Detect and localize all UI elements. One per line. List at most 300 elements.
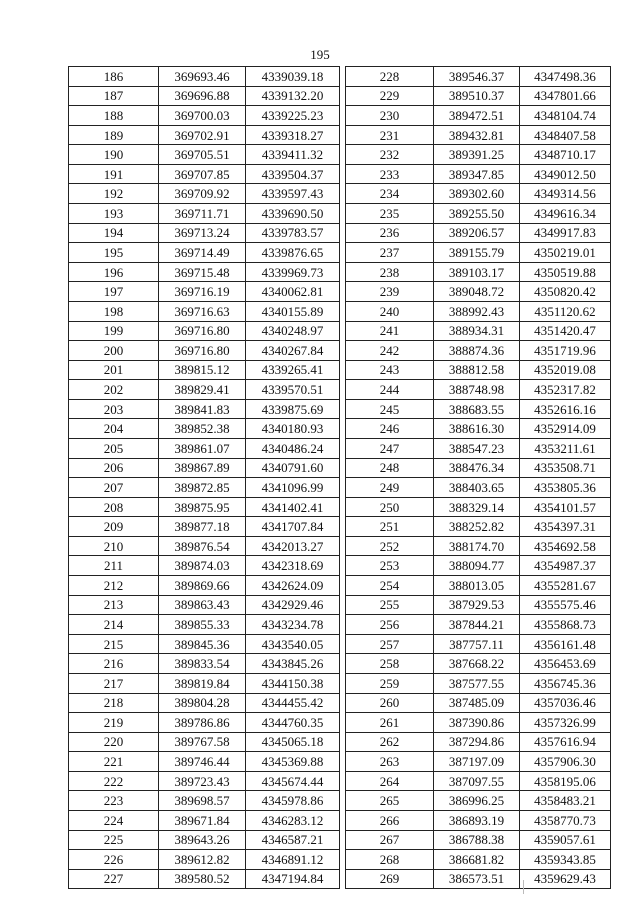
table-row bbox=[69, 184, 340, 204]
point-number-cell: 208 bbox=[69, 497, 159, 517]
table-row bbox=[69, 869, 340, 889]
x-coordinate-cell: 387929.53 bbox=[434, 595, 520, 615]
table-row bbox=[346, 634, 611, 654]
y-coordinate-cell: 4340180.93 bbox=[246, 419, 340, 439]
y-coordinate-cell: 4339690.50 bbox=[246, 204, 340, 224]
table-row bbox=[69, 752, 340, 772]
table-row bbox=[69, 693, 340, 713]
y-coordinate-cell: 4341707.84 bbox=[246, 517, 340, 537]
y-coordinate-cell: 4359629.43 bbox=[520, 869, 611, 889]
table-row bbox=[346, 654, 611, 674]
point-number-cell: 261 bbox=[346, 713, 434, 733]
point-number-cell: 222 bbox=[69, 771, 159, 791]
table-row bbox=[69, 106, 340, 126]
table-row bbox=[346, 810, 611, 830]
x-coordinate-cell: 369700.03 bbox=[159, 106, 246, 126]
x-coordinate-cell: 387757.11 bbox=[434, 634, 520, 654]
point-number-cell: 258 bbox=[346, 654, 434, 674]
y-coordinate-cell: 4350519.88 bbox=[520, 262, 611, 282]
point-number-cell: 235 bbox=[346, 204, 434, 224]
table-row bbox=[69, 360, 340, 380]
table-row bbox=[346, 673, 611, 693]
table-row bbox=[346, 399, 611, 419]
point-number-cell: 239 bbox=[346, 282, 434, 302]
point-number-cell: 234 bbox=[346, 184, 434, 204]
y-coordinate-cell: 4358195.06 bbox=[520, 771, 611, 791]
point-number-cell: 220 bbox=[69, 732, 159, 752]
table-row bbox=[346, 576, 611, 596]
table-row bbox=[69, 243, 340, 263]
point-number-cell: 223 bbox=[69, 791, 159, 811]
point-number-cell: 233 bbox=[346, 164, 434, 184]
x-coordinate-cell: 369709.92 bbox=[159, 184, 246, 204]
point-number-cell: 248 bbox=[346, 458, 434, 478]
point-number-cell: 254 bbox=[346, 576, 434, 596]
coordinates-table-right bbox=[345, 66, 611, 889]
table-row bbox=[69, 771, 340, 791]
x-coordinate-cell: 389861.07 bbox=[159, 438, 246, 458]
x-coordinate-cell: 369715.48 bbox=[159, 262, 246, 282]
table-row bbox=[346, 732, 611, 752]
point-number-cell: 211 bbox=[69, 556, 159, 576]
table-row bbox=[69, 556, 340, 576]
x-coordinate-cell: 389612.82 bbox=[159, 850, 246, 870]
point-number-cell: 203 bbox=[69, 399, 159, 419]
x-coordinate-cell: 369716.19 bbox=[159, 282, 246, 302]
table-row bbox=[69, 380, 340, 400]
y-coordinate-cell: 4350820.42 bbox=[520, 282, 611, 302]
y-coordinate-cell: 4340062.81 bbox=[246, 282, 340, 302]
x-coordinate-cell: 388934.31 bbox=[434, 321, 520, 341]
table-row bbox=[69, 732, 340, 752]
x-coordinate-cell: 389546.37 bbox=[434, 67, 520, 87]
point-number-cell: 193 bbox=[69, 204, 159, 224]
x-coordinate-cell: 389048.72 bbox=[434, 282, 520, 302]
table-row bbox=[346, 791, 611, 811]
x-coordinate-cell: 389819.84 bbox=[159, 673, 246, 693]
x-coordinate-cell: 389103.17 bbox=[434, 262, 520, 282]
y-coordinate-cell: 4342929.46 bbox=[246, 595, 340, 615]
table-row bbox=[69, 125, 340, 145]
y-coordinate-cell: 4347194.84 bbox=[246, 869, 340, 889]
table-row bbox=[346, 595, 611, 615]
point-number-cell: 230 bbox=[346, 106, 434, 126]
point-number-cell: 246 bbox=[346, 419, 434, 439]
table-row bbox=[69, 615, 340, 635]
table-row bbox=[69, 673, 340, 693]
y-coordinate-cell: 4339411.32 bbox=[246, 145, 340, 165]
y-coordinate-cell: 4340486.24 bbox=[246, 438, 340, 458]
point-number-cell: 199 bbox=[69, 321, 159, 341]
x-coordinate-cell: 389841.83 bbox=[159, 399, 246, 419]
y-coordinate-cell: 4344760.35 bbox=[246, 713, 340, 733]
point-number-cell: 243 bbox=[346, 360, 434, 380]
x-coordinate-cell: 389746.44 bbox=[159, 752, 246, 772]
x-coordinate-cell: 389432.81 bbox=[434, 125, 520, 145]
point-number-cell: 256 bbox=[346, 615, 434, 635]
y-coordinate-cell: 4350219.01 bbox=[520, 243, 611, 263]
table-row bbox=[69, 536, 340, 556]
point-number-cell: 197 bbox=[69, 282, 159, 302]
x-coordinate-cell: 369713.24 bbox=[159, 223, 246, 243]
y-coordinate-cell: 4339875.69 bbox=[246, 399, 340, 419]
point-number-cell: 204 bbox=[69, 419, 159, 439]
x-coordinate-cell: 388094.77 bbox=[434, 556, 520, 576]
x-coordinate-cell: 387485.09 bbox=[434, 693, 520, 713]
y-coordinate-cell: 4345065.18 bbox=[246, 732, 340, 752]
x-coordinate-cell: 387197.09 bbox=[434, 752, 520, 772]
x-coordinate-cell: 389347.85 bbox=[434, 164, 520, 184]
table-row bbox=[346, 184, 611, 204]
table-row bbox=[69, 399, 340, 419]
point-number-cell: 225 bbox=[69, 830, 159, 850]
x-coordinate-cell: 389815.12 bbox=[159, 360, 246, 380]
y-coordinate-cell: 4345978.86 bbox=[246, 791, 340, 811]
y-coordinate-cell: 4343540.05 bbox=[246, 634, 340, 654]
point-number-cell: 198 bbox=[69, 301, 159, 321]
y-coordinate-cell: 4356453.69 bbox=[520, 654, 611, 674]
point-number-cell: 219 bbox=[69, 713, 159, 733]
x-coordinate-cell: 387097.55 bbox=[434, 771, 520, 791]
y-coordinate-cell: 4349012.50 bbox=[520, 164, 611, 184]
y-coordinate-cell: 4347801.66 bbox=[520, 86, 611, 106]
table-row bbox=[346, 752, 611, 772]
point-number-cell: 238 bbox=[346, 262, 434, 282]
x-coordinate-cell: 389875.95 bbox=[159, 497, 246, 517]
table-row bbox=[346, 282, 611, 302]
y-coordinate-cell: 4357326.99 bbox=[520, 713, 611, 733]
x-coordinate-cell: 388812.58 bbox=[434, 360, 520, 380]
y-coordinate-cell: 4355868.73 bbox=[520, 615, 611, 635]
table-row bbox=[69, 458, 340, 478]
scan-mark bbox=[523, 880, 524, 894]
point-number-cell: 251 bbox=[346, 517, 434, 537]
table-row bbox=[346, 204, 611, 224]
point-number-cell: 266 bbox=[346, 810, 434, 830]
table-row bbox=[346, 223, 611, 243]
point-number-cell: 269 bbox=[346, 869, 434, 889]
table-row bbox=[346, 321, 611, 341]
point-number-cell: 242 bbox=[346, 341, 434, 361]
point-number-cell: 218 bbox=[69, 693, 159, 713]
x-coordinate-cell: 387844.21 bbox=[434, 615, 520, 635]
table-row bbox=[346, 615, 611, 635]
y-coordinate-cell: 4340791.60 bbox=[246, 458, 340, 478]
x-coordinate-cell: 389302.60 bbox=[434, 184, 520, 204]
y-coordinate-cell: 4340248.97 bbox=[246, 321, 340, 341]
table-row bbox=[69, 497, 340, 517]
point-number-cell: 231 bbox=[346, 125, 434, 145]
x-coordinate-cell: 389872.85 bbox=[159, 478, 246, 498]
y-coordinate-cell: 4339225.23 bbox=[246, 106, 340, 126]
y-coordinate-cell: 4358483.21 bbox=[520, 791, 611, 811]
table-row bbox=[346, 262, 611, 282]
x-coordinate-cell: 388329.14 bbox=[434, 497, 520, 517]
table-row bbox=[69, 810, 340, 830]
y-coordinate-cell: 4352616.16 bbox=[520, 399, 611, 419]
y-coordinate-cell: 4342624.09 bbox=[246, 576, 340, 596]
point-number-cell: 249 bbox=[346, 478, 434, 498]
y-coordinate-cell: 4341096.99 bbox=[246, 478, 340, 498]
table-row bbox=[346, 438, 611, 458]
point-number-cell: 212 bbox=[69, 576, 159, 596]
table-row bbox=[69, 145, 340, 165]
y-coordinate-cell: 4353211.61 bbox=[520, 438, 611, 458]
table-row bbox=[346, 693, 611, 713]
table-row bbox=[69, 478, 340, 498]
point-number-cell: 247 bbox=[346, 438, 434, 458]
y-coordinate-cell: 4357906.30 bbox=[520, 752, 611, 772]
x-coordinate-cell: 389867.89 bbox=[159, 458, 246, 478]
table-row bbox=[346, 106, 611, 126]
x-coordinate-cell: 389472.51 bbox=[434, 106, 520, 126]
point-number-cell: 252 bbox=[346, 536, 434, 556]
table-row bbox=[69, 830, 340, 850]
point-number-cell: 192 bbox=[69, 184, 159, 204]
table-row bbox=[69, 164, 340, 184]
point-number-cell: 196 bbox=[69, 262, 159, 282]
table-row bbox=[346, 536, 611, 556]
x-coordinate-cell: 389767.58 bbox=[159, 732, 246, 752]
y-coordinate-cell: 4339039.18 bbox=[246, 67, 340, 87]
page-number: 195 bbox=[310, 47, 330, 62]
point-number-cell: 200 bbox=[69, 341, 159, 361]
y-coordinate-cell: 4348104.74 bbox=[520, 106, 611, 126]
point-number-cell: 205 bbox=[69, 438, 159, 458]
y-coordinate-cell: 4348407.58 bbox=[520, 125, 611, 145]
point-number-cell: 202 bbox=[69, 380, 159, 400]
point-number-cell: 215 bbox=[69, 634, 159, 654]
y-coordinate-cell: 4354101.57 bbox=[520, 497, 611, 517]
table-row bbox=[69, 713, 340, 733]
x-coordinate-cell: 369705.51 bbox=[159, 145, 246, 165]
table-row bbox=[346, 164, 611, 184]
point-number-cell: 262 bbox=[346, 732, 434, 752]
x-coordinate-cell: 386681.82 bbox=[434, 850, 520, 870]
x-coordinate-cell: 369711.71 bbox=[159, 204, 246, 224]
y-coordinate-cell: 4344150.38 bbox=[246, 673, 340, 693]
y-coordinate-cell: 4343845.26 bbox=[246, 654, 340, 674]
point-number-cell: 250 bbox=[346, 497, 434, 517]
point-number-cell: 264 bbox=[346, 771, 434, 791]
x-coordinate-cell: 388476.34 bbox=[434, 458, 520, 478]
x-coordinate-cell: 388547.23 bbox=[434, 438, 520, 458]
y-coordinate-cell: 4346283.12 bbox=[246, 810, 340, 830]
point-number-cell: 240 bbox=[346, 301, 434, 321]
y-coordinate-cell: 4339969.73 bbox=[246, 262, 340, 282]
x-coordinate-cell: 369716.63 bbox=[159, 301, 246, 321]
y-coordinate-cell: 4358770.73 bbox=[520, 810, 611, 830]
table-row bbox=[69, 654, 340, 674]
x-coordinate-cell: 388252.82 bbox=[434, 517, 520, 537]
table-row bbox=[346, 478, 611, 498]
y-coordinate-cell: 4339504.37 bbox=[246, 164, 340, 184]
x-coordinate-cell: 369702.91 bbox=[159, 125, 246, 145]
y-coordinate-cell: 4349917.83 bbox=[520, 223, 611, 243]
table-row bbox=[69, 791, 340, 811]
table-row bbox=[69, 850, 340, 870]
point-number-cell: 188 bbox=[69, 106, 159, 126]
point-number-cell: 227 bbox=[69, 869, 159, 889]
x-coordinate-cell: 389852.38 bbox=[159, 419, 246, 439]
table-row bbox=[69, 282, 340, 302]
y-coordinate-cell: 4353805.36 bbox=[520, 478, 611, 498]
x-coordinate-cell: 386893.19 bbox=[434, 810, 520, 830]
x-coordinate-cell: 386996.25 bbox=[434, 791, 520, 811]
table-row bbox=[346, 869, 611, 889]
x-coordinate-cell: 389155.79 bbox=[434, 243, 520, 263]
point-number-cell: 194 bbox=[69, 223, 159, 243]
y-coordinate-cell: 4352019.08 bbox=[520, 360, 611, 380]
table-row bbox=[346, 556, 611, 576]
x-coordinate-cell: 389876.54 bbox=[159, 536, 246, 556]
table-row bbox=[346, 458, 611, 478]
point-number-cell: 228 bbox=[346, 67, 434, 87]
point-number-cell: 186 bbox=[69, 67, 159, 87]
point-number-cell: 214 bbox=[69, 615, 159, 635]
y-coordinate-cell: 4357616.94 bbox=[520, 732, 611, 752]
table-row bbox=[346, 380, 611, 400]
x-coordinate-cell: 388013.05 bbox=[434, 576, 520, 596]
y-coordinate-cell: 4346587.21 bbox=[246, 830, 340, 850]
x-coordinate-cell: 389723.43 bbox=[159, 771, 246, 791]
point-number-cell: 189 bbox=[69, 125, 159, 145]
table-row bbox=[69, 321, 340, 341]
point-number-cell: 260 bbox=[346, 693, 434, 713]
point-number-cell: 210 bbox=[69, 536, 159, 556]
x-coordinate-cell: 388874.36 bbox=[434, 341, 520, 361]
table-row bbox=[346, 360, 611, 380]
y-coordinate-cell: 4359343.85 bbox=[520, 850, 611, 870]
point-number-cell: 213 bbox=[69, 595, 159, 615]
point-number-cell: 268 bbox=[346, 850, 434, 870]
point-number-cell: 236 bbox=[346, 223, 434, 243]
y-coordinate-cell: 4353508.71 bbox=[520, 458, 611, 478]
table-row bbox=[346, 125, 611, 145]
x-coordinate-cell: 388683.55 bbox=[434, 399, 520, 419]
x-coordinate-cell: 369714.49 bbox=[159, 243, 246, 263]
x-coordinate-cell: 388992.43 bbox=[434, 301, 520, 321]
y-coordinate-cell: 4343234.78 bbox=[246, 615, 340, 635]
point-number-cell: 217 bbox=[69, 673, 159, 693]
x-coordinate-cell: 386573.51 bbox=[434, 869, 520, 889]
table-row bbox=[346, 145, 611, 165]
x-coordinate-cell: 387390.86 bbox=[434, 713, 520, 733]
y-coordinate-cell: 4356745.36 bbox=[520, 673, 611, 693]
x-coordinate-cell: 389845.36 bbox=[159, 634, 246, 654]
x-coordinate-cell: 389255.50 bbox=[434, 204, 520, 224]
point-number-cell: 257 bbox=[346, 634, 434, 654]
point-number-cell: 229 bbox=[346, 86, 434, 106]
point-number-cell: 255 bbox=[346, 595, 434, 615]
point-number-cell: 253 bbox=[346, 556, 434, 576]
coordinates-table-left bbox=[68, 66, 340, 889]
y-coordinate-cell: 4339318.27 bbox=[246, 125, 340, 145]
point-number-cell: 190 bbox=[69, 145, 159, 165]
table-row bbox=[69, 301, 340, 321]
y-coordinate-cell: 4351120.62 bbox=[520, 301, 611, 321]
y-coordinate-cell: 4356161.48 bbox=[520, 634, 611, 654]
x-coordinate-cell: 389874.03 bbox=[159, 556, 246, 576]
table-row bbox=[69, 419, 340, 439]
point-number-cell: 191 bbox=[69, 164, 159, 184]
table-row bbox=[69, 204, 340, 224]
y-coordinate-cell: 4354397.31 bbox=[520, 517, 611, 537]
table-row bbox=[69, 341, 340, 361]
x-coordinate-cell: 389804.28 bbox=[159, 693, 246, 713]
table-row bbox=[69, 223, 340, 243]
x-coordinate-cell: 386788.38 bbox=[434, 830, 520, 850]
y-coordinate-cell: 4348710.17 bbox=[520, 145, 611, 165]
point-number-cell: 224 bbox=[69, 810, 159, 830]
table-row bbox=[346, 850, 611, 870]
point-number-cell: 195 bbox=[69, 243, 159, 263]
point-number-cell: 221 bbox=[69, 752, 159, 772]
table-row bbox=[69, 517, 340, 537]
point-number-cell: 237 bbox=[346, 243, 434, 263]
point-number-cell: 206 bbox=[69, 458, 159, 478]
y-coordinate-cell: 4359057.61 bbox=[520, 830, 611, 850]
y-coordinate-cell: 4340267.84 bbox=[246, 341, 340, 361]
x-coordinate-cell: 388616.30 bbox=[434, 419, 520, 439]
point-number-cell: 216 bbox=[69, 654, 159, 674]
point-number-cell: 267 bbox=[346, 830, 434, 850]
table-row bbox=[346, 713, 611, 733]
table-row bbox=[69, 576, 340, 596]
x-coordinate-cell: 369707.85 bbox=[159, 164, 246, 184]
x-coordinate-cell: 388748.98 bbox=[434, 380, 520, 400]
y-coordinate-cell: 4344455.42 bbox=[246, 693, 340, 713]
x-coordinate-cell: 389863.43 bbox=[159, 595, 246, 615]
y-coordinate-cell: 4354987.37 bbox=[520, 556, 611, 576]
x-coordinate-cell: 389391.25 bbox=[434, 145, 520, 165]
y-coordinate-cell: 4342318.69 bbox=[246, 556, 340, 576]
point-number-cell: 259 bbox=[346, 673, 434, 693]
y-coordinate-cell: 4339132.20 bbox=[246, 86, 340, 106]
x-coordinate-cell: 389671.84 bbox=[159, 810, 246, 830]
x-coordinate-cell: 369693.46 bbox=[159, 67, 246, 87]
x-coordinate-cell: 389698.57 bbox=[159, 791, 246, 811]
x-coordinate-cell: 387294.86 bbox=[434, 732, 520, 752]
y-coordinate-cell: 4349314.56 bbox=[520, 184, 611, 204]
table-row bbox=[69, 67, 340, 87]
x-coordinate-cell: 389580.52 bbox=[159, 869, 246, 889]
y-coordinate-cell: 4355281.67 bbox=[520, 576, 611, 596]
table-row bbox=[346, 243, 611, 263]
point-number-cell: 241 bbox=[346, 321, 434, 341]
table-row bbox=[69, 262, 340, 282]
y-coordinate-cell: 4339876.65 bbox=[246, 243, 340, 263]
point-number-cell: 244 bbox=[346, 380, 434, 400]
table-row bbox=[346, 830, 611, 850]
y-coordinate-cell: 4342013.27 bbox=[246, 536, 340, 556]
point-number-cell: 207 bbox=[69, 478, 159, 498]
x-coordinate-cell: 369716.80 bbox=[159, 321, 246, 341]
table-row bbox=[346, 771, 611, 791]
y-coordinate-cell: 4351719.96 bbox=[520, 341, 611, 361]
y-coordinate-cell: 4346891.12 bbox=[246, 850, 340, 870]
table-row bbox=[346, 67, 611, 87]
table-row bbox=[69, 86, 340, 106]
table-row bbox=[346, 419, 611, 439]
y-coordinate-cell: 4355575.46 bbox=[520, 595, 611, 615]
y-coordinate-cell: 4345674.44 bbox=[246, 771, 340, 791]
x-coordinate-cell: 389855.33 bbox=[159, 615, 246, 635]
y-coordinate-cell: 4339783.57 bbox=[246, 223, 340, 243]
point-number-cell: 265 bbox=[346, 791, 434, 811]
y-coordinate-cell: 4349616.34 bbox=[520, 204, 611, 224]
point-number-cell: 201 bbox=[69, 360, 159, 380]
